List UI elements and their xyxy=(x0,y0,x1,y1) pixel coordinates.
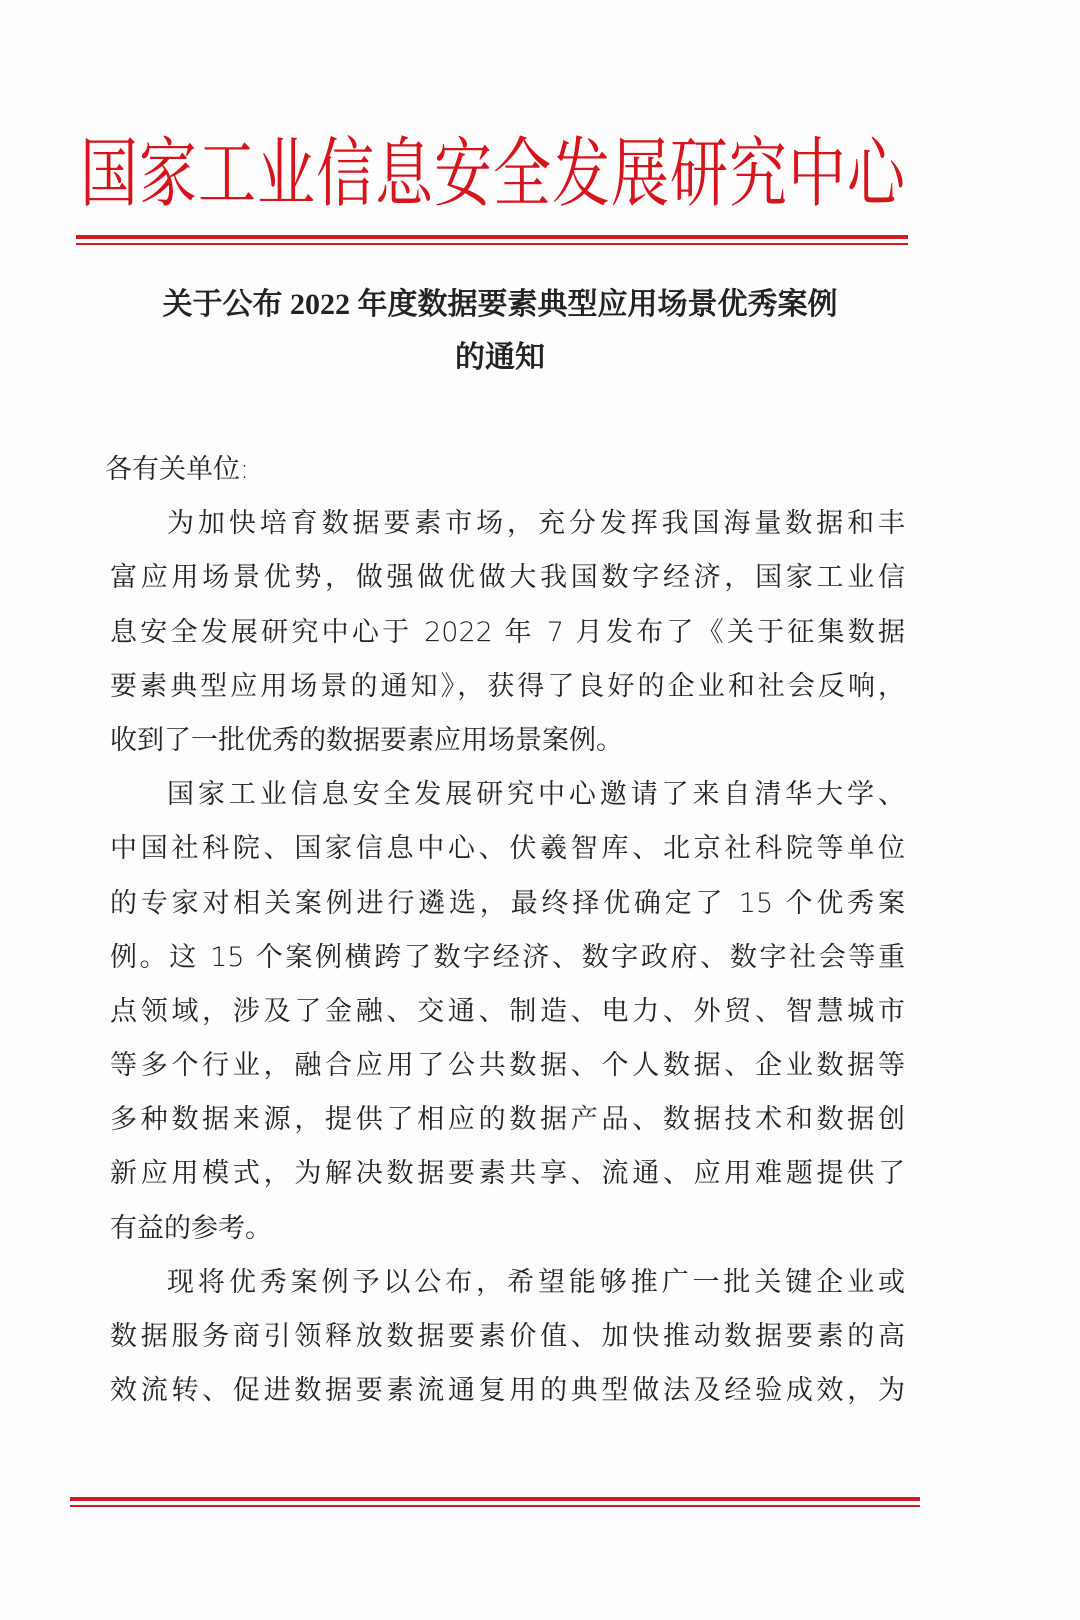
body-line: 为加快培育数据要素市场，充分发挥我国海量数据和丰 xyxy=(167,508,905,540)
body-line: 多种数据来源，提供了相应的数据产品、数据技术和数据创 xyxy=(110,1104,905,1136)
body-line: 有益的参考。 xyxy=(110,1212,272,1244)
body-line: 点领域，涉及了金融、交通、制造、电力、外贸、智慧城市 xyxy=(110,995,905,1027)
footer-rule-thick xyxy=(70,1497,920,1501)
document-body xyxy=(105,443,905,1418)
body-line: 收到了一批优秀的数据要素应用场景案例。 xyxy=(110,724,623,756)
body-line: 的专家对相关案例进行遴选，最终择优确定了 15 个优秀案 xyxy=(110,887,905,919)
body-line: 息安全发展研究中心于 2022 年 7 月发布了《关于征集数据 xyxy=(110,616,905,648)
body-line: 新应用模式，为解决数据要素共享、流通、应用难题提供了 xyxy=(110,1158,905,1190)
footer-rule-thin xyxy=(70,1505,920,1507)
header-rule-thick xyxy=(76,235,908,239)
body-line: 效流转、促进数据要素流通复用的典型做法及经验成效，为 xyxy=(110,1375,905,1407)
salutation: 各有关单位: xyxy=(105,454,250,485)
body-line: 富应用场景优势，做强做优做大我国数字经济，国家工业信 xyxy=(110,562,905,594)
body-line: 例。这 15 个案例横跨了数字经济、数字政府、数字社会等重 xyxy=(110,941,905,973)
body-line: 中国社科院、国家信息中心、伏羲智库、北京社科院等单位 xyxy=(110,833,905,865)
body-line: 等多个行业，融合应用了公共数据、个人数据、企业数据等 xyxy=(110,1050,905,1082)
body-line: 现将优秀案例予以公布，希望能够推广一批关键企业或 xyxy=(167,1266,905,1298)
organization-letterhead: 国家工业信息安全发展研究中心 xyxy=(79,129,906,218)
document-title-line-2: 的通知 xyxy=(455,341,545,374)
document-title-line-1: 关于公布 2022 年度数据要素典型应用场景优秀案例 xyxy=(162,288,838,321)
body-line: 国家工业信息安全发展研究中心邀请了来自清华大学、 xyxy=(167,779,905,811)
header-rule-thin xyxy=(76,243,908,245)
body-line: 要素典型应用场景的通知》，获得了良好的企业和社会反响， xyxy=(110,670,905,702)
body-line: 数据服务商引领释放数据要素价值、加快推动数据要素的高 xyxy=(110,1321,905,1352)
